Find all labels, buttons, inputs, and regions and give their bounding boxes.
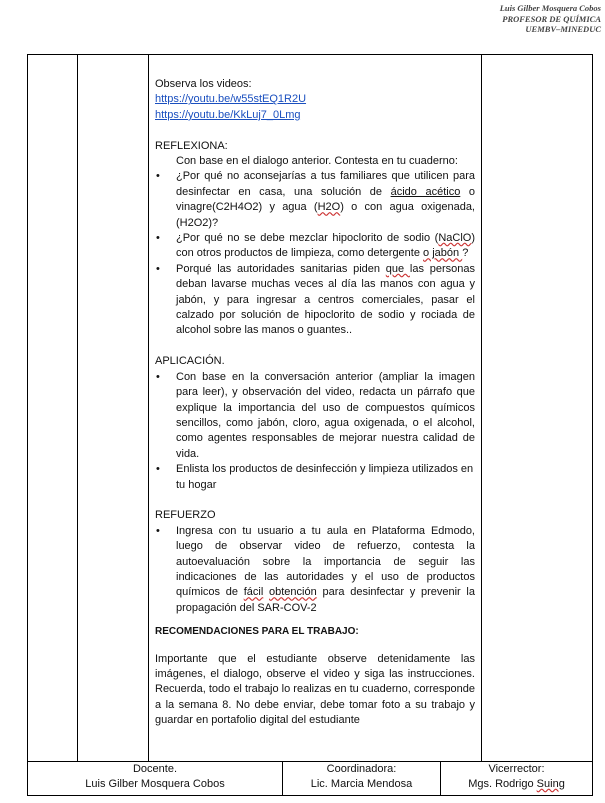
video-link-1[interactable]: https://youtu.be/w55stEQ1R2U (155, 93, 307, 106)
column-divider-1 (77, 54, 78, 762)
table-top-border (27, 54, 593, 55)
page-header (500, 3, 601, 35)
vicerrector-label: Vicerrector: (488, 763, 545, 775)
recomendaciones-text: Importante que el estudiante observe detenidamente las imágenes, el dialogo, observe el video y siga las instrucciones. Recuerda, todo el trabajo lo realizas en tu cuaderno, corresponde a la semana 8. No debe enviar, debe tomar foto a su trabajo y guardar en portafolio digital del estudiante (155, 652, 475, 727)
coordinadora-name: Lic. Marcia Mendosa (310, 778, 413, 790)
list-item: • Enlista los productos de desinfección y limpieza utilizados en tu hogar (155, 462, 475, 493)
docente-name: Luis Gilber Mosquera Cobos (85, 778, 225, 790)
header-name: Luis Gilber Mosquera Cobos (499, 3, 601, 13)
header-role: PROFESOR DE QUÍMICA (502, 13, 601, 24)
column-divider-2 (148, 54, 149, 762)
aplicacion-title: APLICACIÓN. (155, 355, 225, 368)
table-left-border (27, 54, 28, 796)
video-link-2[interactable]: https://youtu.be/KkLuj7_0Lmg (155, 108, 301, 121)
footer-docente (28, 762, 282, 795)
list-item: • Ingresa con tu usuario a tu aula en Plataforma Edmodo, luego de observar video de refuerzo, contesta la autoevaluación sobre la importancia de seguir las indicaciones de las autoridades y el uso de productos químicos de fácil obtención para desinfectar y prevenir la propagación del SAR-COV-2 (155, 524, 475, 616)
docente-label: Docente. (132, 763, 178, 775)
column-divider-3 (481, 54, 482, 762)
activity-content (155, 77, 475, 729)
table-right-border (592, 54, 593, 796)
aplicacion-list (155, 370, 475, 493)
table-bottom-border (27, 795, 593, 796)
list-item: • ¿Por qué no aconsejarías a tus familiares que utilicen para desinfectar en casa, una solución de ácido acético o vinagre(C2H4O2) y agua (H2O) o con agua oxigenada,(H2O2)? (155, 169, 475, 231)
list-item: • Con base en la conversación anterior (ampliar la imagen para leer), y observación del video, redacta un párrafo que explique la importancia del uso de compuestos químicos sencillos, como jabón, cloro, agua oxigenada, o el alcohol, como agentes responsables de mejorar nuestra calidad de vida. (155, 370, 475, 462)
list-item: • ¿Por qué no se debe mezclar hipoclorito de sodio (NaClO) con otros productos de limpieza, como detergente o jabón ? (155, 231, 475, 262)
refuerzo-title: REFUERZO (155, 509, 216, 522)
footer-coordinadora (283, 762, 440, 795)
list-item: • Porqué las autoridades sanitarias piden que las personas deban lavarse muchas veces al día las manos con agua y jabón, y para ingresar a centros comerciales, pasar el calzado por solución de hipoclorito de sodio y rociada de alcohol sobre las manos o guantes.. (155, 262, 475, 339)
refuerzo-list (155, 524, 475, 616)
reflexiona-title: REFLEXIONA: (155, 139, 228, 152)
videos-intro: Observa los videos: (155, 78, 252, 90)
reflexiona-intro: Con base en el dialogo anterior. Contesta en tu cuaderno: (176, 155, 458, 168)
recomendaciones-title: RECOMENDACIONES PARA EL TRABAJO: (155, 626, 359, 638)
reflexiona-list (155, 169, 475, 338)
vicerrector-name: Mgs. Rodrigo Suing (468, 778, 565, 790)
footer-vicerrector (441, 762, 592, 795)
header-institution: UEMBV–MINEDUC (525, 24, 601, 34)
coordinadora-label: Coordinadora: (326, 763, 397, 775)
